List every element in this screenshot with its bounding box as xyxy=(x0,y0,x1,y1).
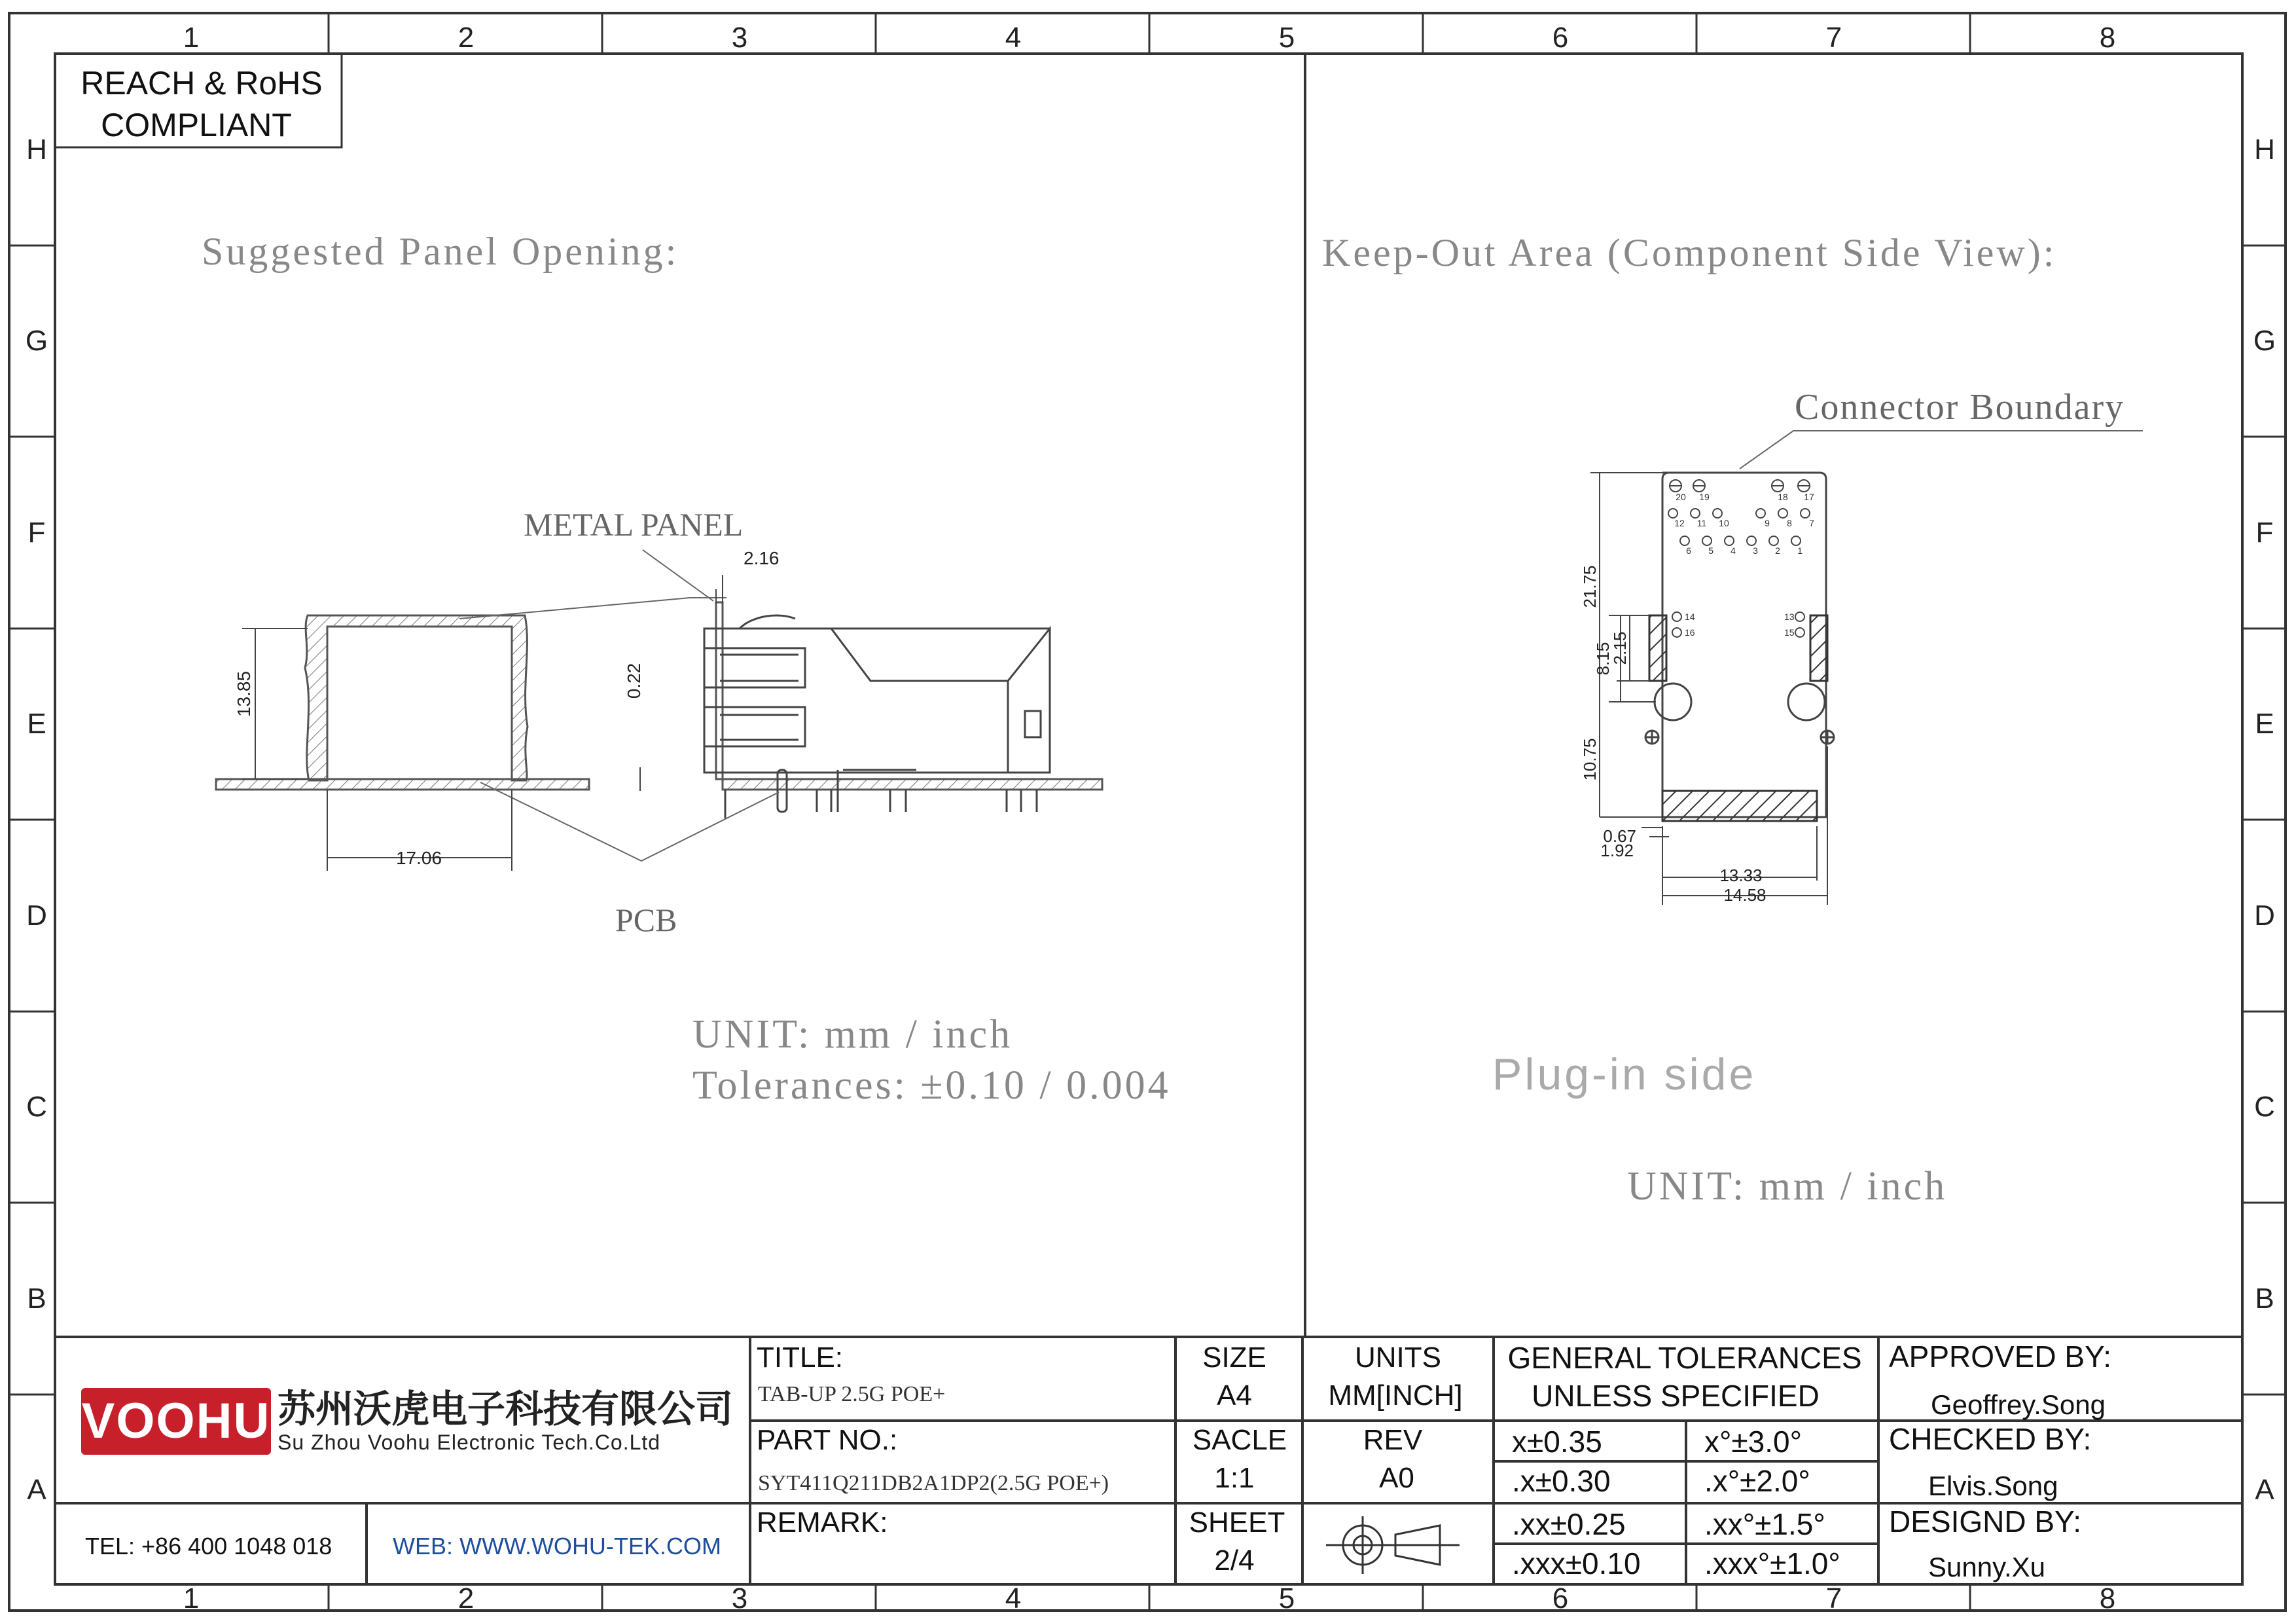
pin-label: 9 xyxy=(1765,518,1770,528)
col-label-bottom: 8 xyxy=(2099,1582,2116,1614)
sheet-value: 2/4 xyxy=(1214,1544,1255,1577)
scale-value: 1:1 xyxy=(1214,1462,1255,1494)
pin-label: 15 xyxy=(1784,627,1795,638)
tol-angular: .xx°±1.5° xyxy=(1704,1507,1825,1541)
remark-label: REMARK: xyxy=(757,1506,888,1539)
col-label-top: 5 xyxy=(1278,22,1295,54)
title-value: TAB-UP 2.5G POE+ xyxy=(758,1382,946,1406)
col-label-top: 4 xyxy=(1005,22,1022,54)
row-label-left: A xyxy=(27,1474,46,1506)
left-view-leaders xyxy=(459,550,779,861)
dim-text: 14.58 xyxy=(1723,885,1767,905)
col-label-top: 6 xyxy=(1552,22,1569,54)
pin-label: 11 xyxy=(1696,518,1707,528)
tol-linear: .x±0.30 xyxy=(1512,1464,1611,1498)
tol-angular: .xxx°±1.0° xyxy=(1704,1546,1840,1580)
pcb-label: PCB xyxy=(615,902,677,938)
pin-label: 19 xyxy=(1699,492,1710,502)
row-label-left: F xyxy=(27,517,46,549)
metal-panel-label: METAL PANEL xyxy=(524,506,744,543)
pin-labels-top xyxy=(1676,492,1814,502)
title-block xyxy=(55,1337,2242,1584)
col-label-bottom: 4 xyxy=(1005,1582,1022,1614)
tol-header-1: GENERAL TOLERANCES xyxy=(1507,1341,1862,1375)
col-label-bottom: 6 xyxy=(1552,1582,1569,1614)
dim-height-text: 13.85 xyxy=(234,670,254,718)
compliance-box xyxy=(55,54,342,147)
tol-angular: .x°±2.0° xyxy=(1704,1464,1810,1498)
title-label: TITLE: xyxy=(757,1341,844,1374)
row-label-right: B xyxy=(2255,1283,2274,1315)
sheet-label: SHEET xyxy=(1189,1506,1285,1539)
pin-labels-mid xyxy=(1674,518,1814,528)
scale-label: SACLE xyxy=(1192,1424,1287,1456)
pin-label: 16 xyxy=(1685,627,1695,638)
dim-text: 10.75 xyxy=(1580,738,1600,781)
pin-holes-top xyxy=(1670,480,1810,492)
row-label-left: G xyxy=(25,325,48,357)
web-text: WEB: WWW.WOHU-TEK.COM xyxy=(393,1533,721,1559)
left-unit-line: UNIT: mm / inch xyxy=(692,1012,1013,1057)
pin-label: 3 xyxy=(1753,545,1758,556)
pin-label: 10 xyxy=(1719,518,1729,528)
size-label: SIZE xyxy=(1202,1341,1266,1374)
col-label-bottom: 1 xyxy=(183,1582,200,1614)
dim-text: 2.15 xyxy=(1610,631,1630,665)
row-label-right: C xyxy=(2254,1091,2275,1123)
pin-label: 17 xyxy=(1804,492,1814,502)
compliance-line-2: COMPLIANT xyxy=(101,107,292,143)
pin-label: 2 xyxy=(1775,545,1780,556)
pin-label: 8 xyxy=(1787,518,1792,528)
metal-panel-section xyxy=(305,615,528,780)
approved-label: APPROVED BY: xyxy=(1889,1340,2112,1374)
company-name-en: Su Zhou Voohu Electronic Tech.Co.Ltd xyxy=(278,1431,661,1454)
left-tolerance-line: Tolerances: ±0.10 / 0.004 xyxy=(692,1063,1171,1108)
pin-label: 12 xyxy=(1674,518,1685,528)
tol-linear: .xx±0.25 xyxy=(1512,1507,1626,1541)
row-label-left: D xyxy=(26,900,47,932)
right-unit-line: UNIT: mm / inch xyxy=(1627,1164,1948,1209)
pin-label: 7 xyxy=(1809,518,1814,528)
plug-in-side-label: Plug-in side xyxy=(1492,1049,1757,1099)
connector-footprint xyxy=(1645,473,1834,821)
row-label-left: C xyxy=(26,1091,47,1123)
units-label: UNITS xyxy=(1355,1341,1441,1374)
col-label-bottom: 7 xyxy=(1825,1582,1842,1614)
tel-text: TEL: +86 400 1048 018 xyxy=(85,1533,332,1559)
boundary-leader xyxy=(1740,431,2143,469)
row-labels xyxy=(26,134,2276,1506)
part-no-label: PART NO.: xyxy=(757,1424,898,1456)
col-label-bottom: 2 xyxy=(457,1582,475,1614)
dim-panel-thickness-text: 2.16 xyxy=(744,548,780,568)
left-view-title: Suggested Panel Opening: xyxy=(202,230,679,273)
rev-label: REV xyxy=(1363,1424,1423,1456)
approved-value: Geoffrey.Song xyxy=(1931,1389,2106,1420)
col-label-top: 1 xyxy=(183,22,200,54)
col-label-bottom: 3 xyxy=(731,1582,748,1614)
col-label-top: 8 xyxy=(2099,22,2116,54)
col-label-top: 2 xyxy=(457,22,475,54)
checked-value: Elvis.Song xyxy=(1928,1470,2058,1501)
pin-holes-low xyxy=(1680,536,1801,545)
row-label-left: H xyxy=(26,134,47,166)
tol-linear: x±0.35 xyxy=(1512,1425,1602,1459)
designed-value: Sunny.Xu xyxy=(1928,1552,2046,1582)
row-label-right: E xyxy=(2255,708,2274,740)
voohu-logo-text: VOOHU xyxy=(81,1393,271,1449)
tol-angular: x°±3.0° xyxy=(1704,1425,1802,1459)
pin-holes-mid xyxy=(1668,509,1810,518)
row-label-right: A xyxy=(2255,1474,2274,1506)
pin-label: 1 xyxy=(1797,545,1803,556)
dim-gap-text: 0.22 xyxy=(624,663,644,699)
third-angle-projection-icon xyxy=(1326,1516,1460,1574)
dim-width-text: 17.06 xyxy=(395,848,442,868)
col-label-top: 3 xyxy=(731,22,748,54)
pin-label: 13 xyxy=(1784,611,1795,622)
pin-labels-side xyxy=(1685,611,1795,638)
pin-labels-low xyxy=(1686,545,1803,556)
checked-label: CHECKED BY: xyxy=(1889,1422,2092,1456)
pin-label: 6 xyxy=(1686,545,1691,556)
part-no-value: SYT411Q211DB2A1DP2(2.5G POE+) xyxy=(758,1471,1109,1495)
tol-linear: .xxx±0.10 xyxy=(1512,1546,1641,1580)
pcb-section-left xyxy=(216,779,589,790)
dim-text: 21.75 xyxy=(1580,565,1600,608)
row-label-right: G xyxy=(2253,325,2276,357)
pin-label: 18 xyxy=(1778,492,1788,502)
compliance-line-1: REACH & RoHS xyxy=(81,65,323,101)
row-label-left: E xyxy=(27,708,46,740)
col-label-top: 7 xyxy=(1825,22,1842,54)
connector-boundary-label: Connector Boundary xyxy=(1795,387,2125,428)
dim-text: 1.92 xyxy=(1600,841,1634,860)
designed-label: DESIGND BY: xyxy=(1889,1504,2081,1539)
left-view xyxy=(202,230,1171,1108)
row-label-right: D xyxy=(2254,900,2275,932)
tol-header-2: UNLESS SPECIFIED xyxy=(1532,1379,1820,1413)
pin-label: 20 xyxy=(1676,492,1686,502)
row-label-right: H xyxy=(2254,134,2275,166)
size-value: A4 xyxy=(1217,1379,1252,1412)
right-view-title: Keep-Out Area (Component Side View): xyxy=(1322,231,2057,274)
pin-label: 5 xyxy=(1708,545,1713,556)
pcb-section-right xyxy=(723,779,1102,790)
dim-text: 13.33 xyxy=(1719,866,1763,885)
pin-label: 4 xyxy=(1731,545,1736,556)
dim-text: 8.15 xyxy=(1593,642,1613,676)
company-name-cn: 苏州沃虎电子科技有限公司 xyxy=(278,1387,734,1431)
row-label-right: F xyxy=(2255,517,2274,549)
pin-label: 14 xyxy=(1685,611,1695,622)
right-view xyxy=(1322,231,2143,1209)
rev-value: A0 xyxy=(1379,1462,1414,1494)
right-dim-texts xyxy=(1580,565,1767,905)
dim-text: 0.67 xyxy=(1603,826,1636,846)
row-label-left: B xyxy=(27,1283,46,1315)
col-label-bottom: 5 xyxy=(1278,1582,1295,1614)
units-value: MM[INCH] xyxy=(1328,1379,1463,1412)
